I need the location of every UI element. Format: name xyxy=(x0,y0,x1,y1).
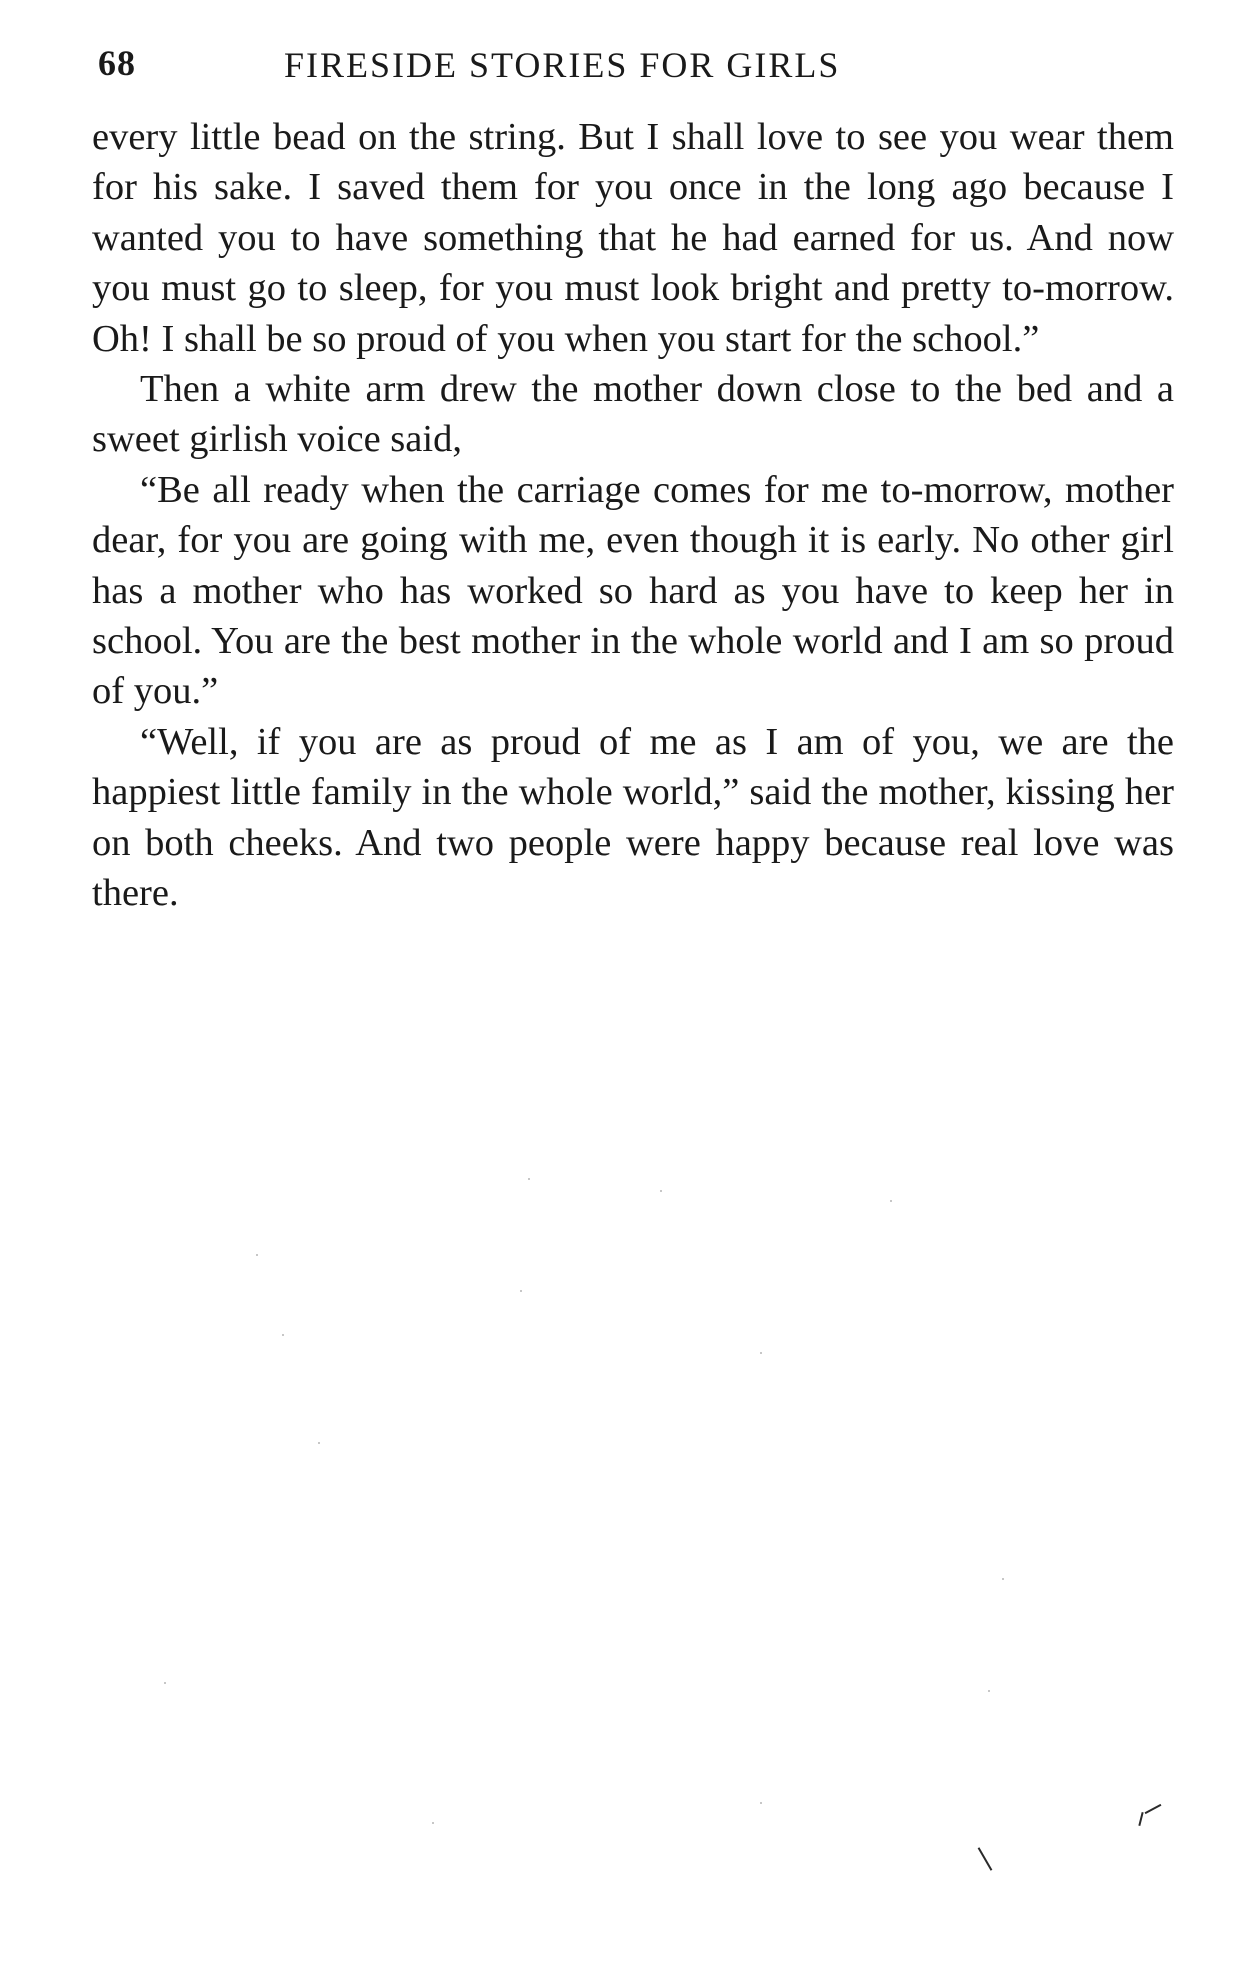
speck xyxy=(282,1334,284,1336)
speck xyxy=(520,1290,522,1292)
speck xyxy=(760,1352,762,1354)
paragraph: “Well, if you are as proud of me as I am of you, we are the happiest little family in the whole world,” said the mother, kissing her on both cheeks. And two people were happy because real love was there. xyxy=(92,720,1174,915)
book-title: FIRESIDE STORIES FOR GIRLS xyxy=(284,45,841,85)
paragraph-continued: every little bead on the string. But I shall love to see you wear them for his sake. I saved them for you once in the long ago because I wanted you to have something that he had earned for us. And now you must go to sleep, for you must look bright and pretty to-morrow. Oh! I shall be so proud of you when you start for the school.” xyxy=(92,116,1174,360)
paragraph: Then a white arm drew the mother down close to the bed and a sweet girlish voice said, xyxy=(92,368,1174,461)
speck xyxy=(890,1200,892,1202)
body-text xyxy=(92,112,1174,919)
speck xyxy=(164,1682,166,1684)
speck xyxy=(988,1690,990,1692)
speck xyxy=(1002,1578,1004,1580)
speck xyxy=(256,1254,258,1256)
ink-mark xyxy=(978,1847,993,1871)
page-number: 68 xyxy=(98,43,136,83)
speck xyxy=(660,1190,662,1192)
speck xyxy=(318,1442,320,1444)
speck xyxy=(432,1822,434,1824)
running-header xyxy=(98,42,1178,92)
ink-mark xyxy=(1145,1804,1162,1814)
speck xyxy=(528,1178,530,1180)
paragraph: “Be all ready when the carriage comes for me to-morrow, mother dear, for you are going with me, even though it is early. No other girl has a mother who has worked so hard as you have to keep her in school. You are the best mother in the whole world and I am so proud of you.” xyxy=(92,468,1174,713)
ink-mark xyxy=(1138,1812,1143,1826)
speck xyxy=(760,1802,762,1804)
